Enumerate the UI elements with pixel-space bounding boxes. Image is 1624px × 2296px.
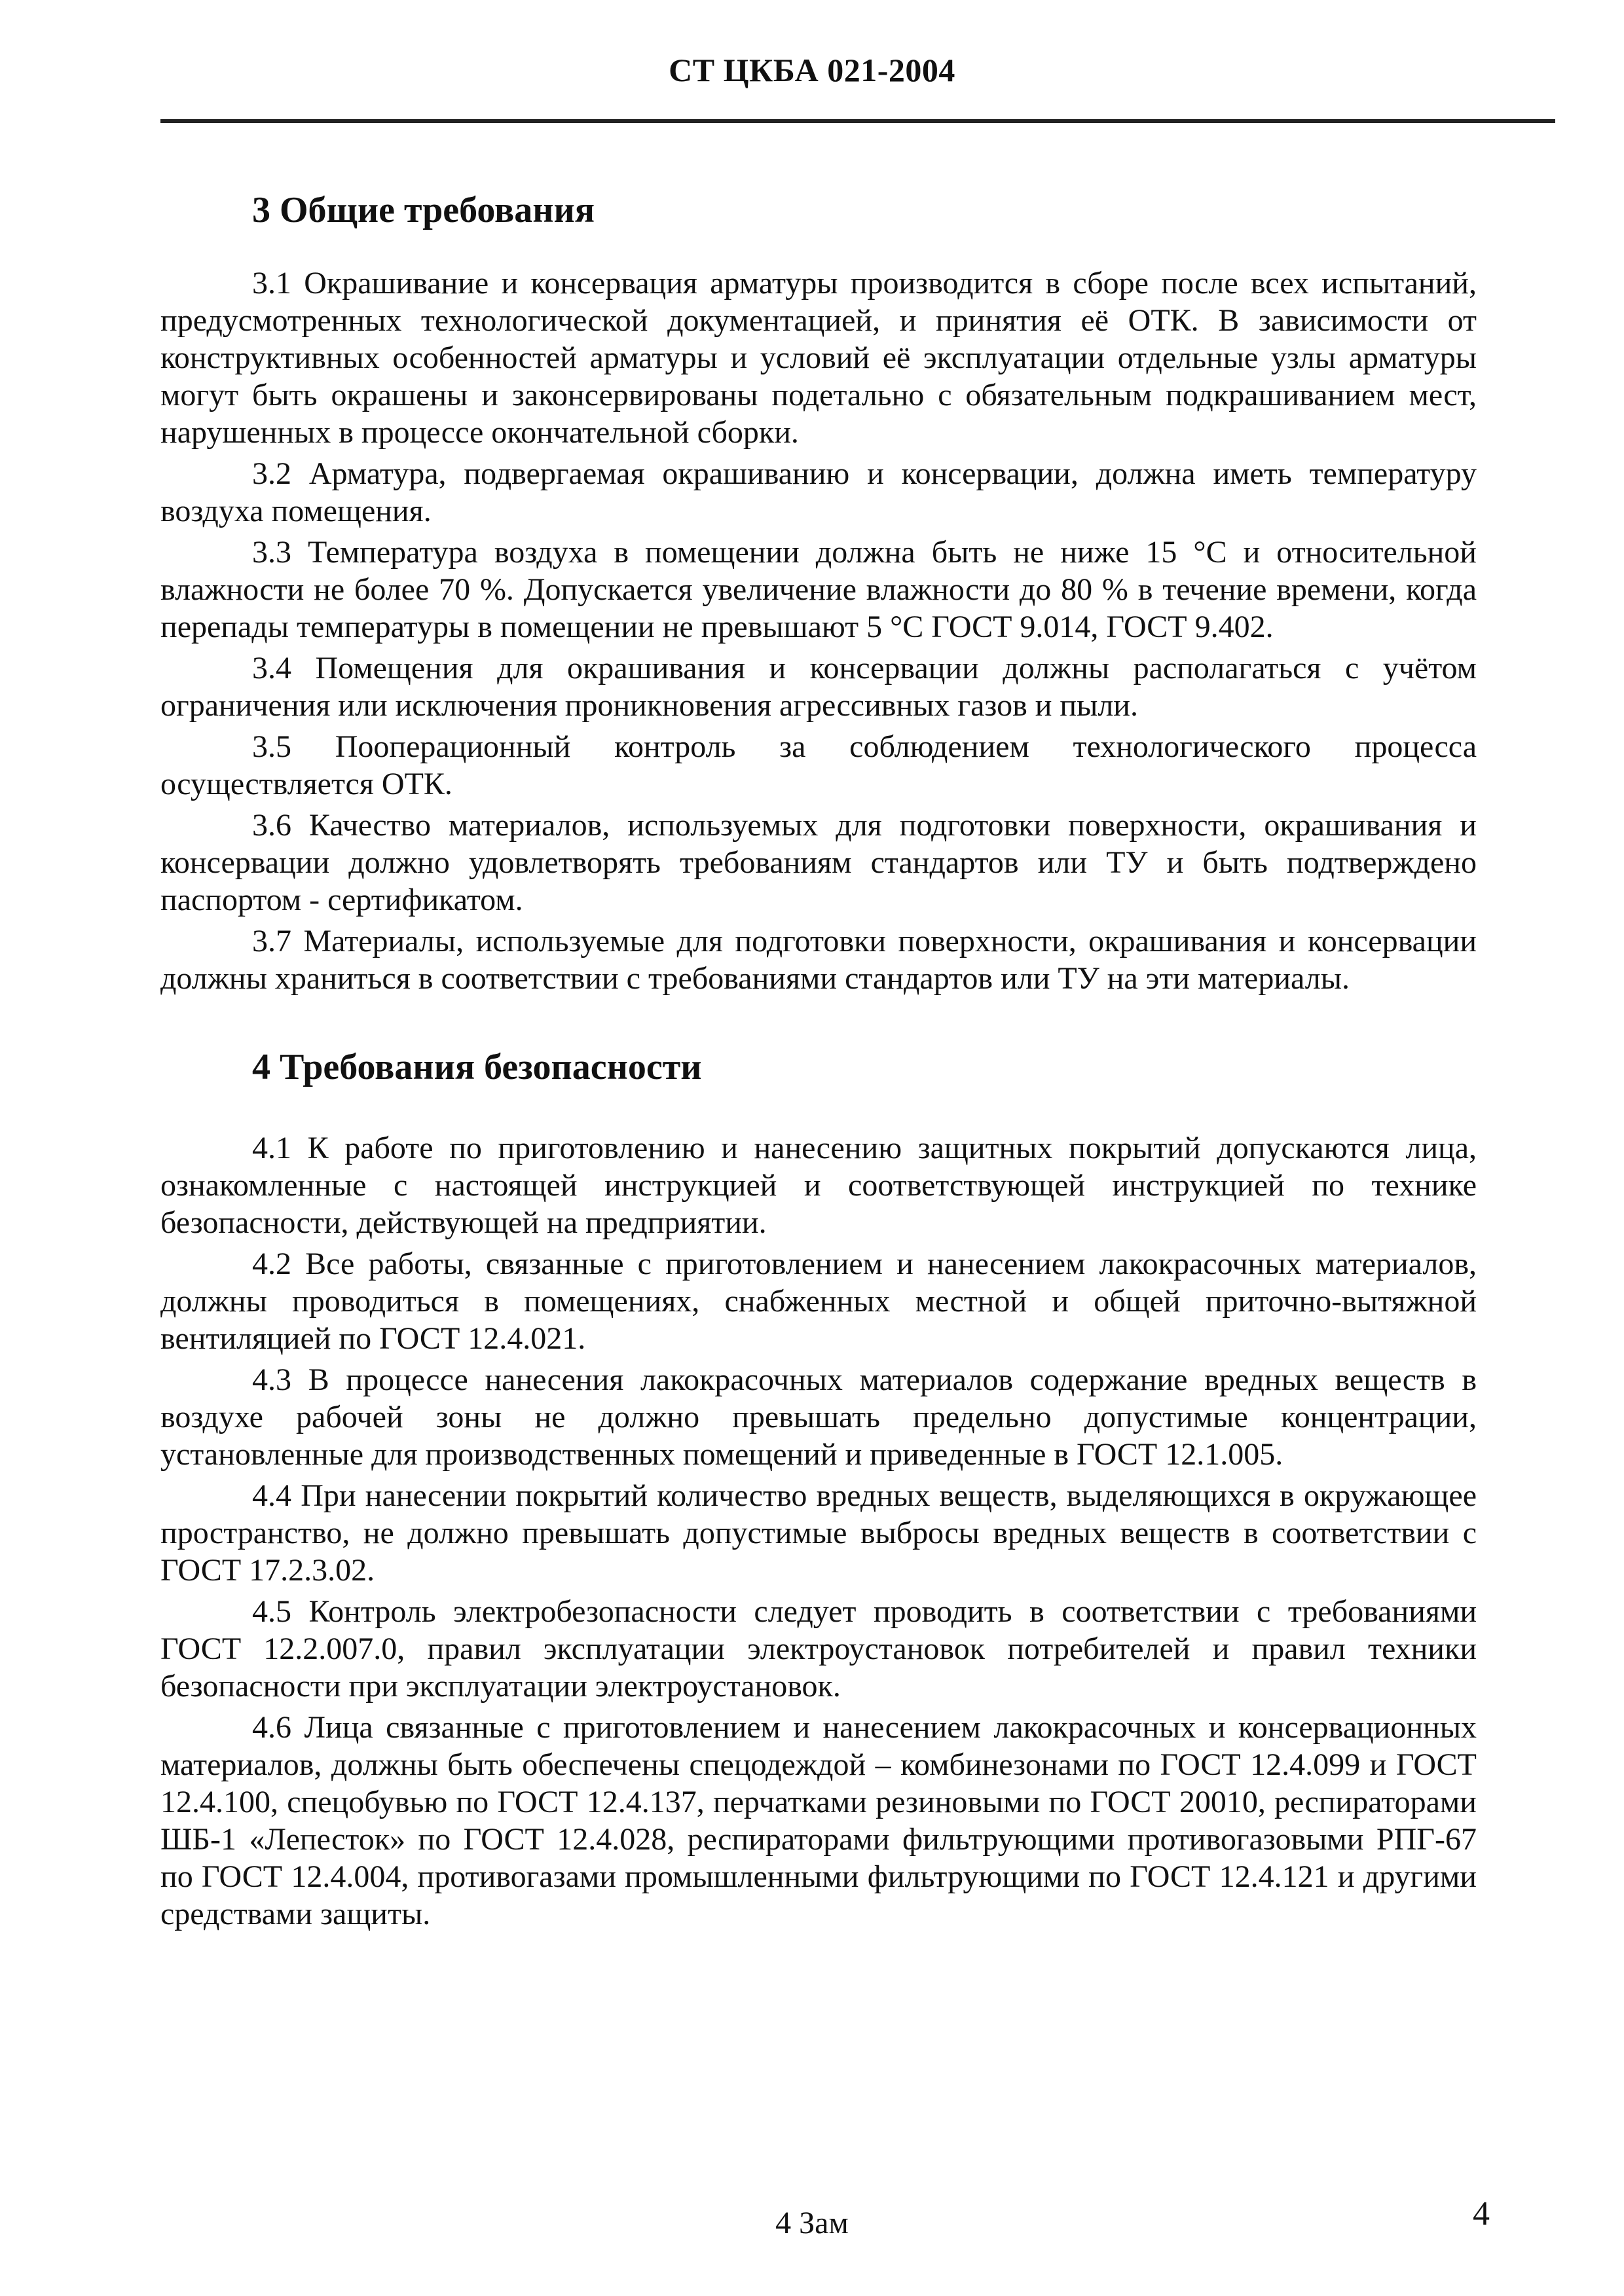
paragraph-4-1: 4.1 К работе по приготовлению и нанесению защитных покрытий допускаются лица, ознакомленные с настоящей инструкцией и соответствующей инструкцией по технике безопасности, действующей на предприятии. bbox=[160, 1131, 1477, 1240]
paragraph-4-3: 4.3 В процессе нанесения лакокрасочных материалов содержание вредных веществ в воздухе рабочей зоны не должно превышать предельно допустимые концентрации, установленные для производственных помещений и приведенные в ГОСТ 12.1.005. bbox=[160, 1362, 1477, 1472]
paragraph-3-2: 3.2 Арматура, подвергаемая окрашиванию и консервации, должна иметь температуру воздуха помещения. bbox=[160, 456, 1477, 528]
document-code: СТ ЦКБА 021-2004 bbox=[669, 52, 955, 88]
paragraph-3-1: 3.1 Окрашивание и консервация арматуры производится в сборе после всех испытаний, предусмотренных технологической документацией, и принятия её ОТК. В зависимости от конструктивных особенностей арматуры и условий её эксплуатации отдельные узлы арматуры могут быть окрашены и законсервированы подетально с обязательным подкрашиванием мест, нарушенных в процессе окончательной сборки. bbox=[160, 266, 1477, 450]
paragraph-3-5: 3.5 Пооперационный контроль за соблюдением технологического процесса осуществляется ОТК. bbox=[160, 729, 1477, 801]
section-3-title: 3 Общие требования bbox=[252, 190, 595, 230]
paragraph-4-4: 4.4 При нанесении покрытий количество вредных веществ, выделяющихся в окружающее пространство, не должно превышать допустимые выбросы вредных веществ в соответствии с ГОСТ 17.2.3.02. bbox=[160, 1478, 1477, 1588]
page-number: 4 bbox=[1473, 2195, 1490, 2232]
paragraph-3-4: 3.4 Помещения для окрашивания и консервации должны располагаться с учётом ограничения или исключения проникновения агрессивных газов и пыли. bbox=[160, 651, 1477, 723]
paragraph-3-6: 3.6 Качество материалов, используемых для подготовки поверхности, окрашивания и консервации должно удовлетворять требованиям стандартов или ТУ и быть подтверждено паспортом - сертификатом. bbox=[160, 808, 1477, 917]
paragraph-4-2: 4.2 Все работы, связанные с приготовлением и нанесением лакокрасочных материалов, должны проводиться в помещениях, снабженных местной и общей приточно-вытяжной вентиляцией по ГОСТ 12.4.021. bbox=[160, 1247, 1477, 1356]
paragraph-3-7: 3.7 Материалы, используемые для подготовки поверхности, окрашивания и консервации должны храниться в соответствии с требованиями стандартов или ТУ на эти материалы. bbox=[160, 924, 1477, 996]
page-body bbox=[160, 177, 1477, 1937]
header-rule bbox=[160, 119, 1555, 123]
paragraph-4-5: 4.5 Контроль электробезопасности следует проводить в соответствии с требованиями ГОСТ 12.2.007.0, правил эксплуатации электроустановок потребителей и правил техники безопасности при эксплуатации электроустановок. bbox=[160, 1594, 1477, 1704]
paragraph-4-6: 4.6 Лица связанные с приготовлением и нанесением лакокрасочных и консервационных материалов, должны быть обеспечены спецодеждой – комбинезонами по ГОСТ 12.4.099 и ГОСТ 12.4.100, спецобувью по ГОСТ 12.4.137, перчатками резиновыми по ГОСТ 20010, респираторами ШБ-1 «Лепесток» по ГОСТ 12.4.028, респираторами фильтрующими противогазовыми РПГ-67 по ГОСТ 12.4.004, противогазами промышленными фильтрующими по ГОСТ 12.4.121 и другими средствами защиты. bbox=[160, 1710, 1477, 1931]
paragraph-3-3: 3.3 Температура воздуха в помещении должна быть не ниже 15 °С и относительной влажности не более 70 %. Допускается увеличение влажности до 80 % в течение времени, когда перепады температуры в помещении не превышают 5 °С ГОСТ 9.014, ГОСТ 9.402. bbox=[160, 535, 1477, 644]
change-mark: 4 Зам bbox=[775, 2206, 849, 2240]
section-4-title: 4 Требования безопасности bbox=[252, 1047, 702, 1087]
